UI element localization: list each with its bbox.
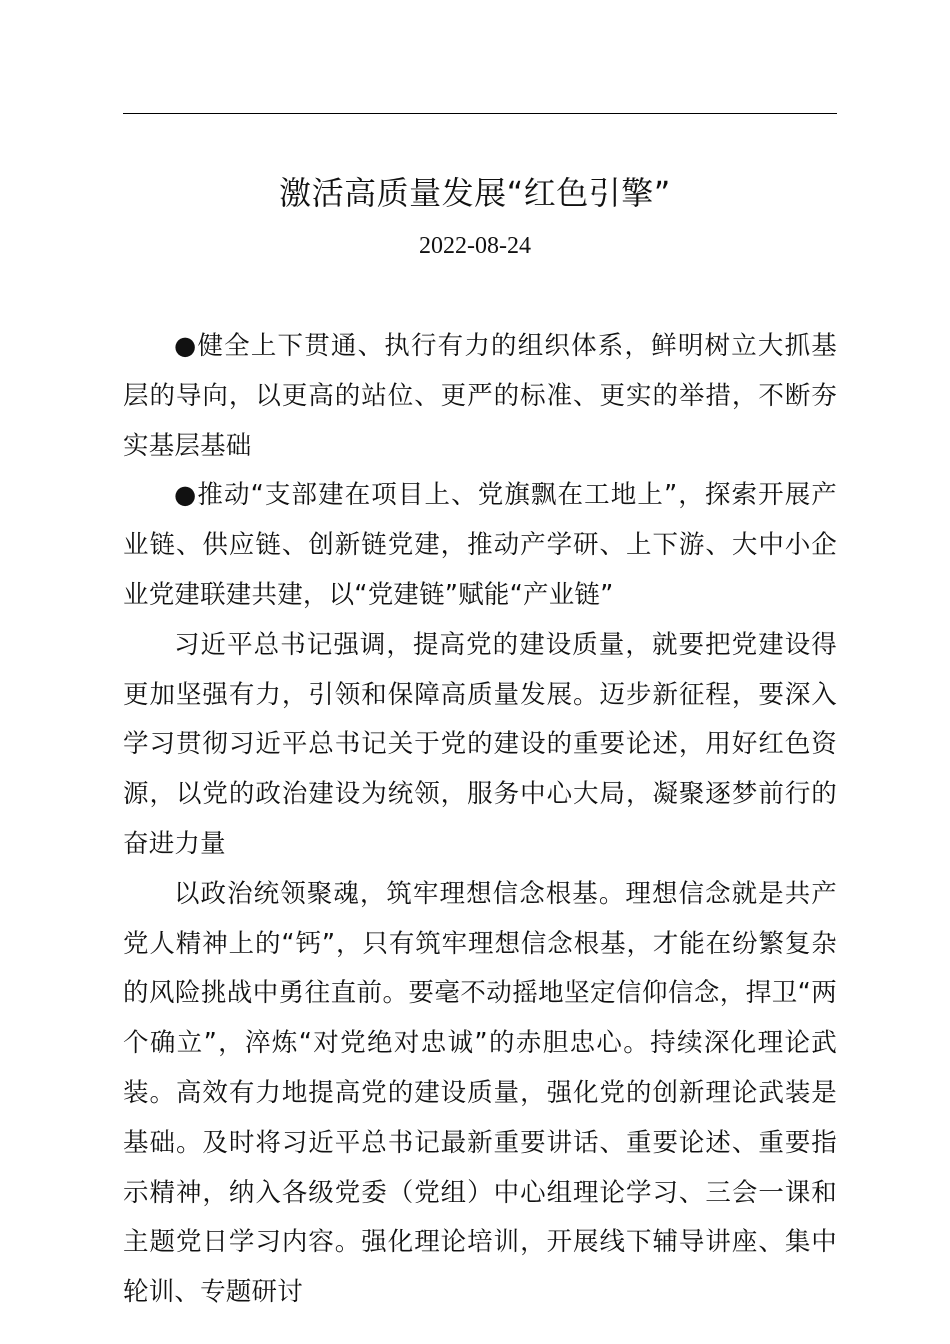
header-rule [123,113,837,114]
paragraph-4: 以政治统领聚魂，筑牢理想信念根基。理想信念就是共产党人精神上的“钙”，只有筑牢理想信念根基，才能在纷繁复杂的风险挑战中勇往直前。要毫不动摇地坚定信仰信念，捍卫“两个确立”，淬炼“对党绝对忠诚”的赤胆忠心。持续深化理论武装。高效有力地提高党的建设质量，强化党的创新理论武装是基础。及时将习近平总书记最新重要讲话、重要论述、重要指示精神，纳入各级党委（党组）中心组理论学习、三会一课和主题党日学习内容。强化理论培训，开展线下辅导讲座、集中轮训、专题研讨 [123,878,837,1308]
document-title: 激活高质量发展“红色引擎” [279,174,671,212]
paragraph-bullet-2: ●推动“支部建在项目上、党旗飘在工地上”，探索开展产业链、供应链、创新链党建，推动产学研、上下游、大中小企业党建联建共建，以“党建链”赋能“产业链” [123,480,837,610]
paragraph-3: 习近平总书记强调，提高党的建设质量，就要把党建设得更加坚强有力，引领和保障高质量发展。迈步新征程，要深入学习贯彻习近平总书记关于党的建设的重要论述，用好红色资源，以党的政治建设为统领，服务中心大局，凝聚逐梦前行的奋进力量 [123,629,837,859]
document-date: 2022-08-24 [419,233,531,259]
paragraph-bullet-1: ●健全上下贯通、执行有力的组织体系，鲜明树立大抓基层的导向，以更高的站位、更严的标准、更实的举措，不断夯实基层基础 [123,331,837,461]
document-body [123,322,837,1318]
